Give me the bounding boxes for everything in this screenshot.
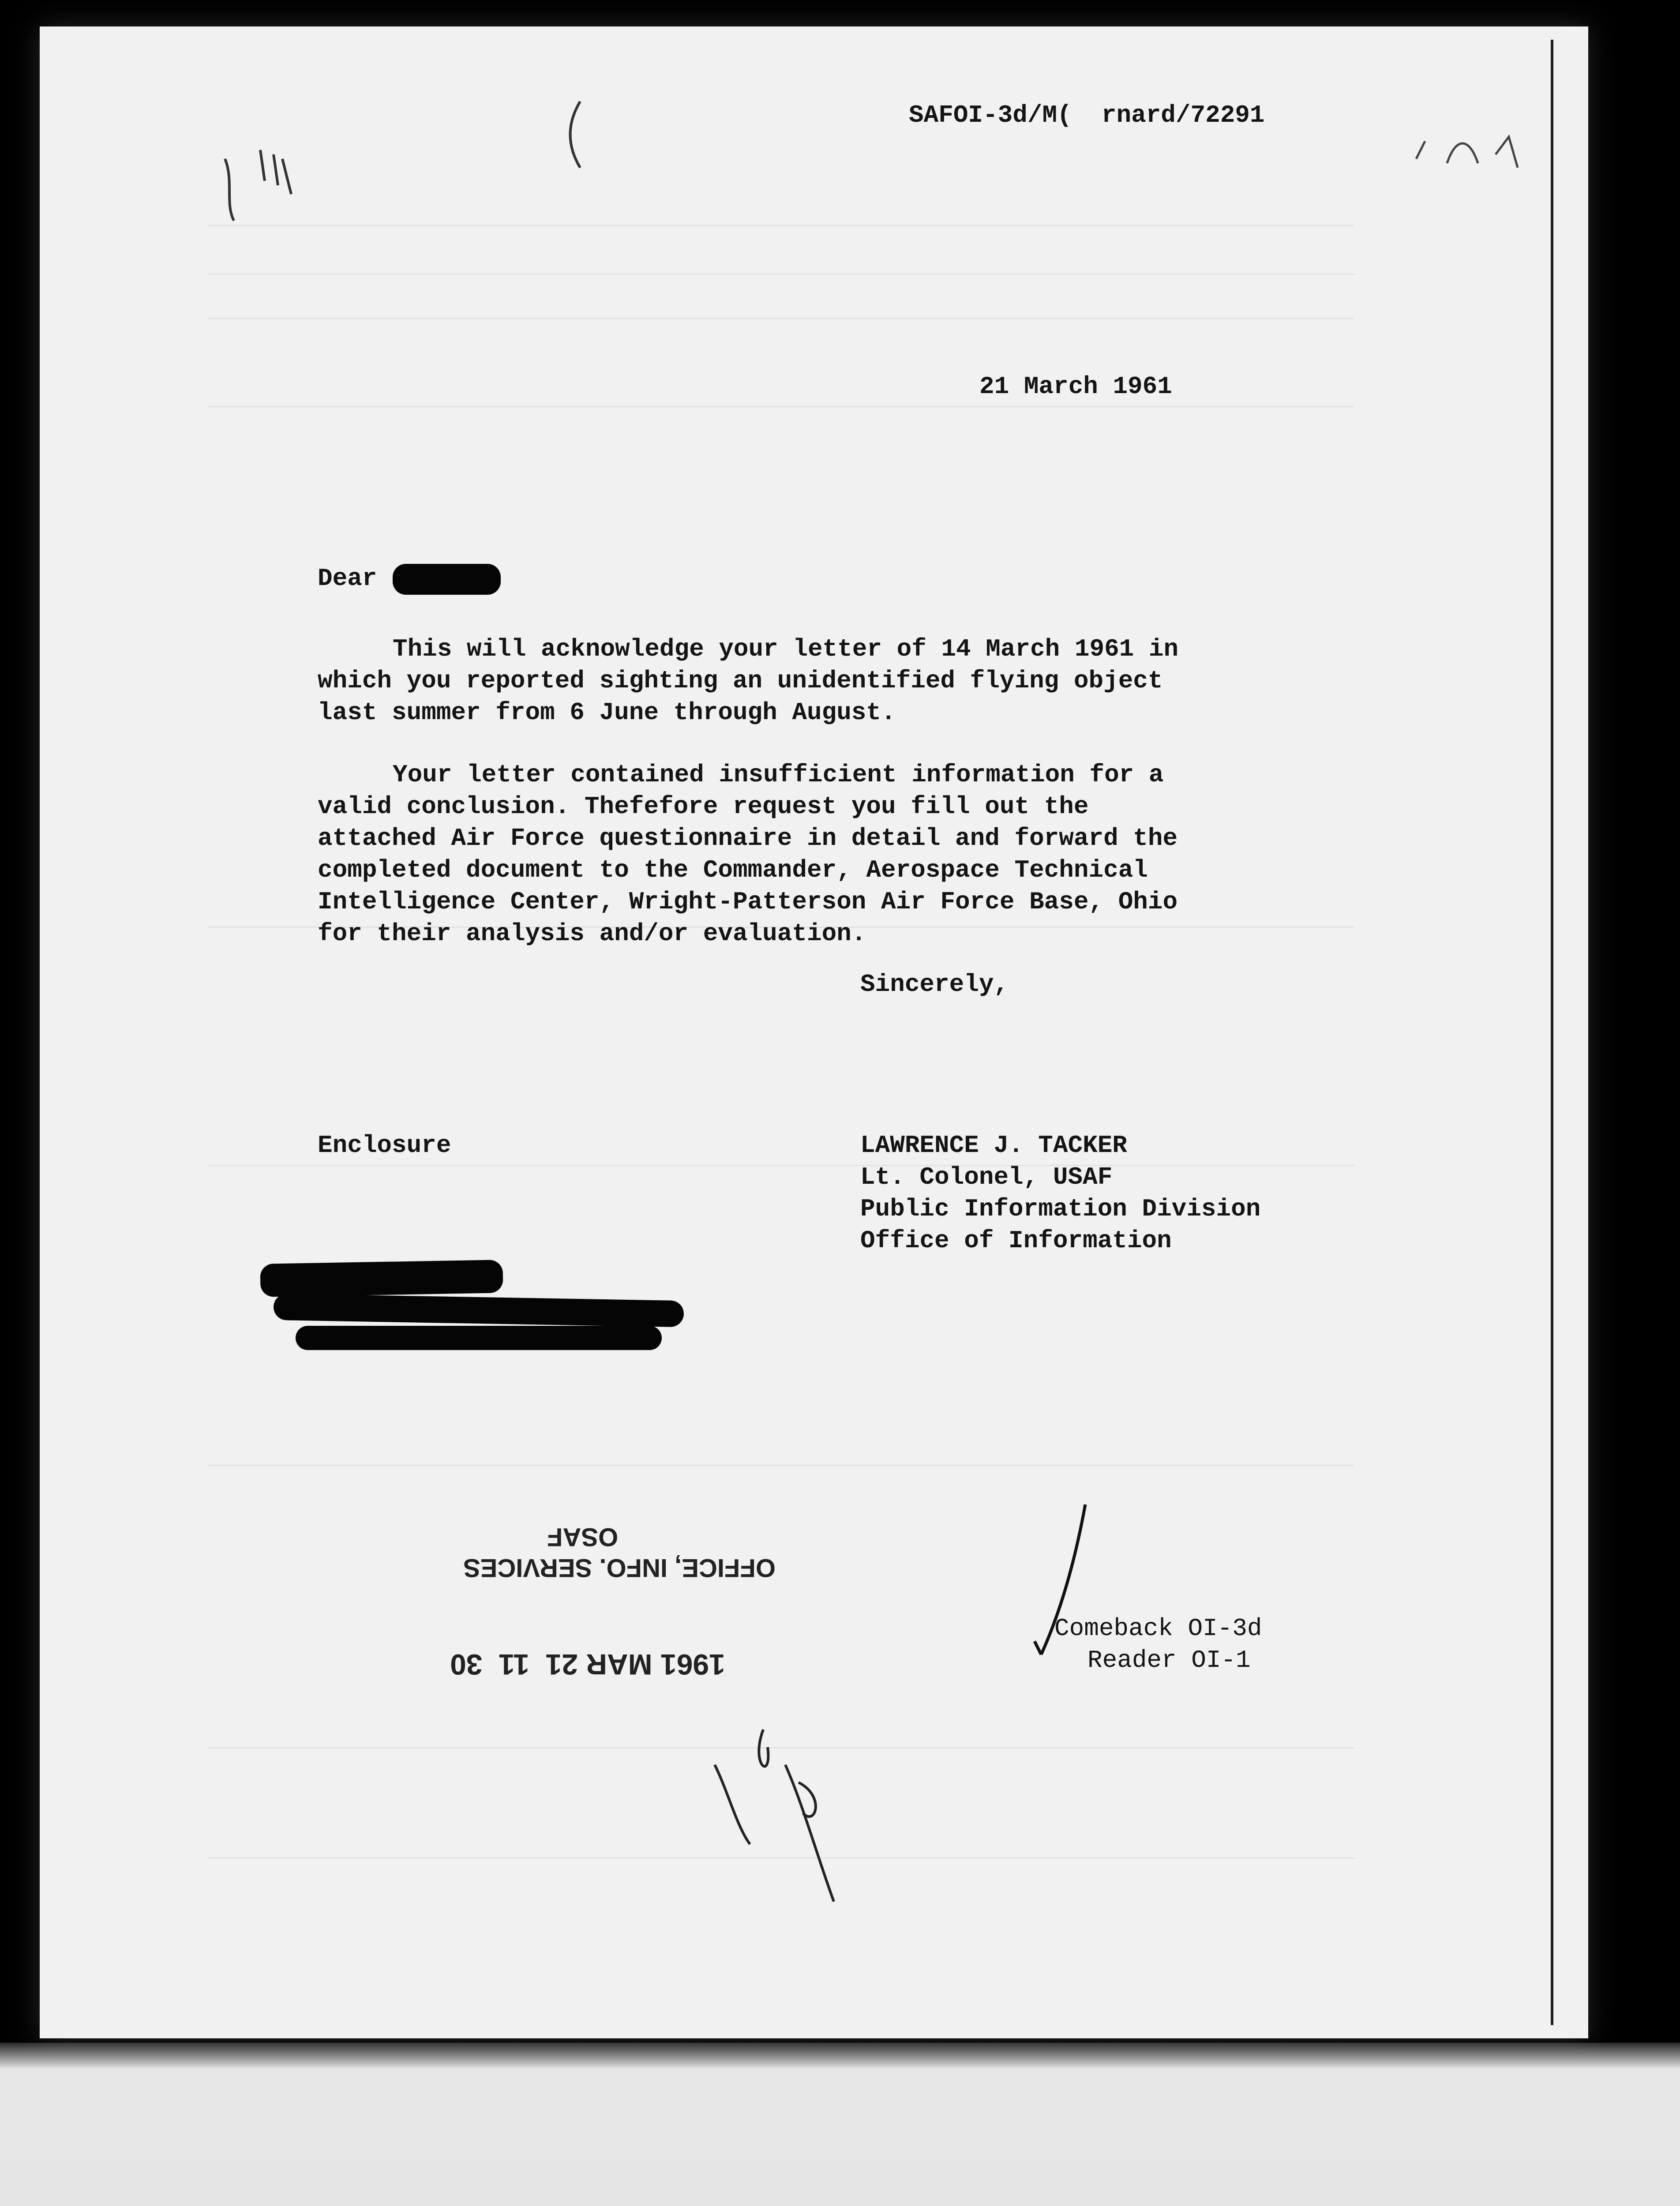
salutation: Dear bbox=[318, 564, 377, 593]
paren-mark-icon bbox=[560, 93, 587, 172]
bleed-line bbox=[207, 274, 1354, 275]
routing-reader: Reader OI-1 bbox=[1088, 1646, 1251, 1674]
paragraph-line: which you reported sighting an unidentified flying object bbox=[318, 667, 1163, 695]
redacted-address bbox=[274, 1294, 684, 1327]
paragraph-line: last summer from 6 June through August. bbox=[318, 698, 896, 727]
stamp-datetime bbox=[450, 1648, 725, 1681]
letter-page bbox=[40, 26, 1588, 2038]
corner-scribble-icon bbox=[1407, 128, 1531, 181]
redacted-address bbox=[260, 1260, 503, 1297]
file-reference: SAFOI-3d/M( rnard/72291 bbox=[909, 101, 1265, 129]
paragraph-line: This will acknowledge your letter of 14 March 1961 in bbox=[393, 635, 1179, 663]
signer-name: LAWRENCE J. TACKER bbox=[860, 1131, 1127, 1159]
paragraph-line: Intelligence Center, Wright-Patterson Air Force Base, Ohio bbox=[318, 888, 1178, 916]
paragraph-line: Your letter contained insufficient information for a bbox=[393, 761, 1164, 789]
check-mark-icon bbox=[1032, 1500, 1094, 1668]
stamp-agency bbox=[547, 1522, 618, 1552]
page-edge-line bbox=[1551, 40, 1553, 2025]
closing: Sincerely, bbox=[860, 970, 1009, 998]
stamp-office-text: OFFICE, INFO. SERVICES bbox=[463, 1553, 776, 1582]
routing-comeback: Comeback OI-3d bbox=[1054, 1614, 1262, 1643]
paragraph-line: for their analysis and/or evaluation. bbox=[318, 919, 866, 948]
lower-backdrop bbox=[0, 2043, 1680, 2206]
paragraph-line: valid conclusion. Thefefore request you fill out the bbox=[318, 792, 1089, 821]
redacted-name bbox=[393, 564, 501, 595]
letter-date: 21 March 1961 bbox=[979, 372, 1172, 401]
bleed-line bbox=[207, 406, 1354, 407]
redacted-address bbox=[296, 1326, 662, 1350]
stamp-office bbox=[463, 1553, 776, 1583]
corner-scribble-icon bbox=[207, 141, 304, 229]
stamp-datetime-text: 1961 MAR 21 11 30 bbox=[450, 1648, 725, 1681]
bleed-line bbox=[207, 225, 1354, 226]
bleed-line bbox=[207, 1465, 1354, 1466]
paragraph-line: attached Air Force questionnaire in detail and forward the bbox=[318, 824, 1178, 852]
paragraph-line: completed document to the Commander, Aerospace Technical bbox=[318, 856, 1148, 884]
bleed-line bbox=[207, 318, 1354, 319]
signer-office: Office of Information bbox=[860, 1227, 1172, 1255]
bleed-line bbox=[207, 1165, 1354, 1166]
signer-division: Public Information Division bbox=[860, 1195, 1261, 1223]
initials-icon bbox=[701, 1712, 887, 1941]
enclosure-label: Enclosure bbox=[318, 1131, 451, 1159]
signer-rank: Lt. Colonel, USAF bbox=[860, 1163, 1113, 1191]
stamp-agency-text: OSAF bbox=[547, 1523, 619, 1551]
